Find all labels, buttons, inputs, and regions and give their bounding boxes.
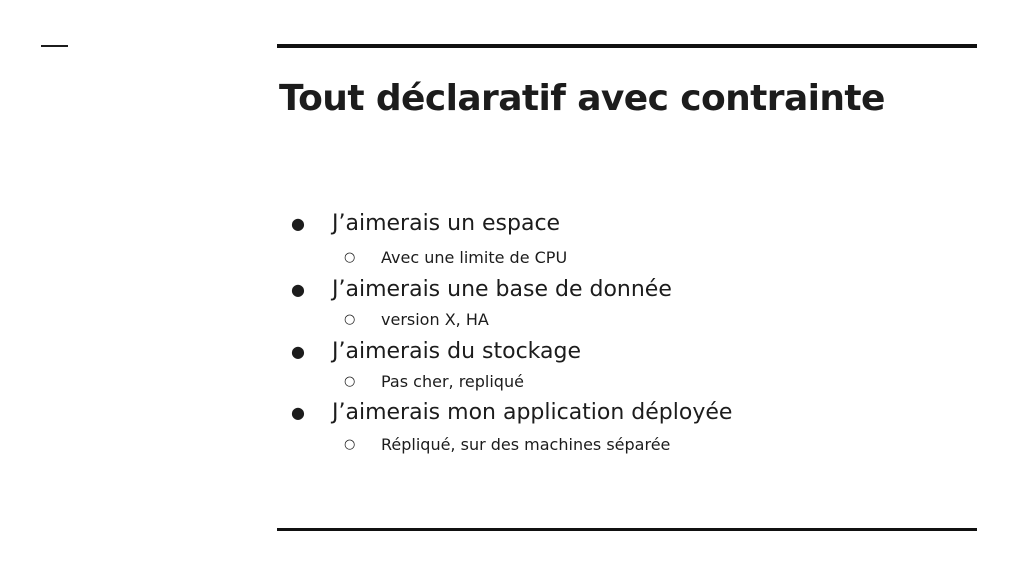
bullet-dot-icon: ● [291,280,305,299]
sub-bullet-text: Avec une limite de CPU [381,248,568,267]
sub-bullet-circle-icon: ○ [344,250,356,265]
bullet-dot-icon: ● [291,403,305,422]
bullet-text: J’aimerais mon application déployée [332,400,733,425]
sub-bullet-text: Répliqué, sur des machines séparée [381,435,671,454]
sub-bullet-text: Pas cher, repliqué [381,372,524,391]
sub-bullet-circle-icon: ○ [344,374,356,389]
bullet-dot-icon: ● [291,342,305,361]
sub-bullet-circle-icon: ○ [344,437,356,452]
bullet-text: J’aimerais un espace [332,211,561,236]
sub-bullet-circle-icon: ○ [344,312,356,327]
slide-title: Tout déclaratif avec contrainte [279,78,885,119]
bullet-text: J’aimerais une base de donnée [332,277,672,302]
bullet-dot-icon: ● [291,214,305,233]
sub-bullet-text: version X, HA [381,310,489,329]
bullet-text: J’aimerais du stockage [332,339,582,364]
bottom-rule [277,528,977,531]
